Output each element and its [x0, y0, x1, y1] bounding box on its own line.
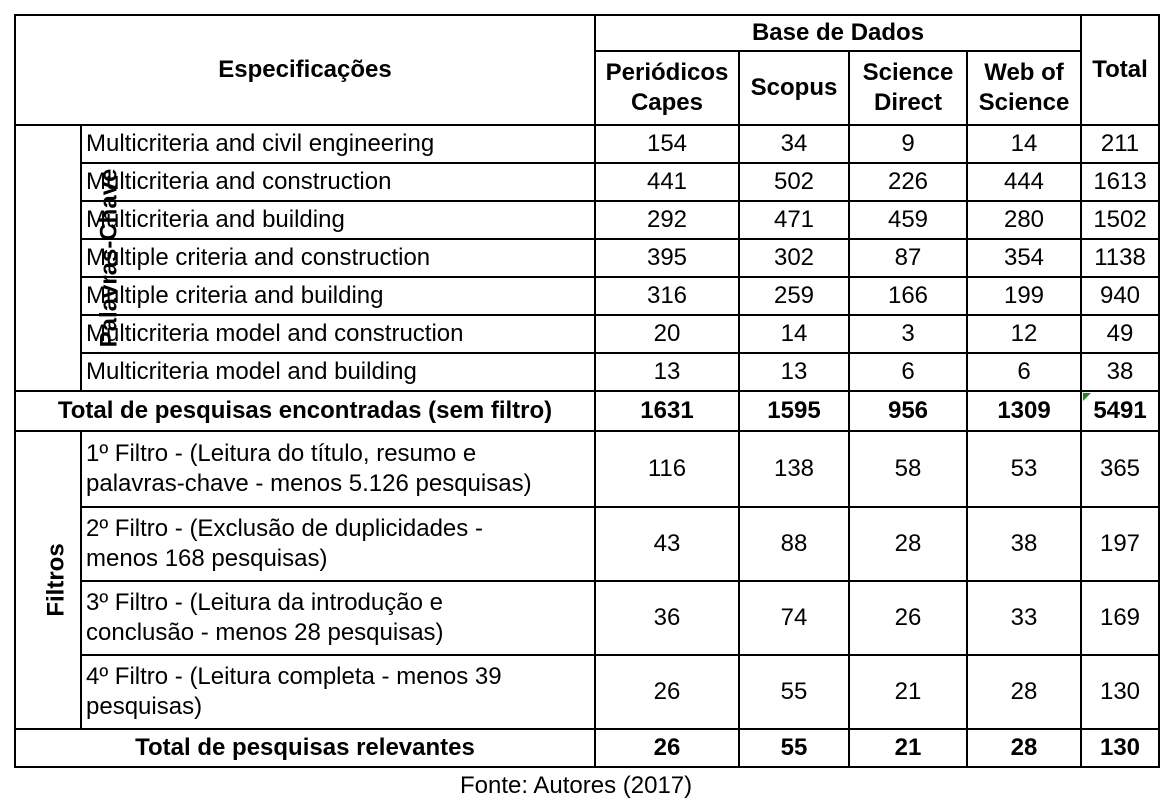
- row-label: [81, 655, 595, 729]
- row-label: [81, 431, 595, 507]
- header-row-1: [15, 15, 1159, 51]
- cell-value: 316: [595, 277, 739, 315]
- cell-total: 130: [1081, 655, 1159, 729]
- cell-value: 53: [967, 431, 1081, 507]
- cell-value: 21: [849, 729, 967, 767]
- cell-value: 1309: [967, 391, 1081, 431]
- table-row: [15, 507, 1159, 581]
- cell-value: 459: [849, 201, 967, 239]
- base-header: Base de Dados: [595, 15, 1081, 51]
- total-relevant-label: Total de pesquisas relevantes: [15, 729, 595, 767]
- cell-value: 280: [967, 201, 1081, 239]
- cell-value: 138: [739, 431, 849, 507]
- table-row: [15, 655, 1159, 729]
- cell-value: 26: [849, 581, 967, 655]
- col-header-web-of-science: [967, 51, 1081, 125]
- cell-value: 34: [739, 125, 849, 163]
- total-relevant-row: [15, 729, 1159, 767]
- cell-value: 1631: [595, 391, 739, 431]
- cell-total: 130: [1081, 729, 1159, 767]
- cell-total: 1502: [1081, 201, 1159, 239]
- filters-group-text: Filtros: [42, 543, 70, 617]
- cell-value: 55: [739, 729, 849, 767]
- row-label-line: conclusão - menos 28 pesquisas): [86, 619, 444, 646]
- col-header-line: Web of: [984, 59, 1064, 86]
- filters-group-label: [15, 431, 81, 729]
- cell-total: 49: [1081, 315, 1159, 353]
- table-row: [15, 315, 1159, 353]
- cell-total: 38: [1081, 353, 1159, 391]
- row-label-line: pesquisas): [86, 693, 203, 720]
- table-row: [15, 125, 1159, 163]
- cell-value: 13: [595, 353, 739, 391]
- cell-value: 199: [967, 277, 1081, 315]
- row-label: Multicriteria model and construction: [81, 315, 595, 353]
- cell-total: 5491: [1081, 391, 1159, 431]
- cell-value: 26: [595, 655, 739, 729]
- row-label: Multicriteria model and building: [81, 353, 595, 391]
- row-label: Multiple criteria and building: [81, 277, 595, 315]
- row-label-line: 4º Filtro - (Leitura completa - menos 39: [86, 663, 502, 690]
- col-header-scopus: [739, 51, 849, 125]
- row-label: Multicriteria and building: [81, 201, 595, 239]
- cell-value: 28: [849, 507, 967, 581]
- cell-value: 956: [849, 391, 967, 431]
- col-header-line: Science: [978, 89, 1070, 116]
- cell-value: 33: [967, 581, 1081, 655]
- cell-total: 211: [1081, 125, 1159, 163]
- cell-value: 3: [849, 315, 967, 353]
- cell-value: 14: [739, 315, 849, 353]
- cell-value: 302: [739, 239, 849, 277]
- cell-total: 197: [1081, 507, 1159, 581]
- row-label: [81, 581, 595, 655]
- cell-value: 12: [967, 315, 1081, 353]
- col-header-line: Periódicos: [605, 59, 729, 86]
- cell-value: 9: [849, 125, 967, 163]
- cell-total: 169: [1081, 581, 1159, 655]
- col-header-line: Scopus: [750, 74, 838, 101]
- col-header-line: Capes: [630, 89, 704, 116]
- cell-value: 354: [967, 239, 1081, 277]
- row-label-line: 1º Filtro - (Leitura do título, resumo e: [86, 440, 477, 467]
- cell-total: 940: [1081, 277, 1159, 315]
- cell-value: 26: [595, 729, 739, 767]
- row-label-line: menos 168 pesquisas): [86, 545, 328, 572]
- cell-value: 395: [595, 239, 739, 277]
- total-header: Total: [1081, 15, 1159, 125]
- cell-value: 6: [967, 353, 1081, 391]
- cell-value: 502: [739, 163, 849, 201]
- cell-value: 259: [739, 277, 849, 315]
- spec-header: Especificações: [15, 15, 595, 125]
- table-row: [15, 239, 1159, 277]
- cell-total: 1138: [1081, 239, 1159, 277]
- table-row: [15, 277, 1159, 315]
- cell-value: 55: [739, 655, 849, 729]
- total-found-row: [15, 391, 1159, 431]
- cell-value: 28: [967, 655, 1081, 729]
- cell-value: 116: [595, 431, 739, 507]
- row-label: [81, 507, 595, 581]
- cell-total: 365: [1081, 431, 1159, 507]
- cell-value: 13: [739, 353, 849, 391]
- table-row: [15, 431, 1159, 507]
- table-row: [15, 201, 1159, 239]
- cell-value: 36: [595, 581, 739, 655]
- table-row: [15, 163, 1159, 201]
- col-header-science-direct: [849, 51, 967, 125]
- cell-value: 292: [595, 201, 739, 239]
- total-found-label: Total de pesquisas encontradas (sem filtro): [15, 391, 595, 431]
- cell-value: 43: [595, 507, 739, 581]
- source-caption: Fonte: Autores (2017): [460, 772, 693, 799]
- cell-value: 88: [739, 507, 849, 581]
- cell-value: 471: [739, 201, 849, 239]
- col-header-line: Direct: [873, 89, 943, 116]
- row-label-line: 2º Filtro - (Exclusão de duplicidades -: [86, 515, 483, 542]
- table-row: [15, 581, 1159, 655]
- cell-value: 1595: [739, 391, 849, 431]
- keywords-group-text: Palavras-Chave: [95, 168, 123, 348]
- cell-total: 1613: [1081, 163, 1159, 201]
- row-label-line: 3º Filtro - (Leitura da introdução e: [86, 589, 443, 616]
- cell-value: 166: [849, 277, 967, 315]
- cell-value: 441: [595, 163, 739, 201]
- col-header-line: Science: [862, 59, 954, 86]
- cell-value: 28: [967, 729, 1081, 767]
- row-label: Multiple criteria and construction: [81, 239, 595, 277]
- row-label: Multicriteria and construction: [81, 163, 595, 201]
- col-header-capes: [595, 51, 739, 125]
- cell-value: 87: [849, 239, 967, 277]
- row-label: Multicriteria and civil engineering: [81, 125, 595, 163]
- cell-value: 74: [739, 581, 849, 655]
- table-row: [15, 353, 1159, 391]
- cell-value: 58: [849, 431, 967, 507]
- keywords-group-label: [15, 125, 123, 391]
- cell-value: 444: [967, 163, 1081, 201]
- results-table: [14, 14, 1160, 768]
- cell-value: 21: [849, 655, 967, 729]
- cell-value: 20: [595, 315, 739, 353]
- row-label-line: palavras-chave - menos 5.126 pesquisas): [86, 470, 532, 497]
- cell-value: 226: [849, 163, 967, 201]
- cell-value: 6: [849, 353, 967, 391]
- cell-value: 14: [967, 125, 1081, 163]
- cell-value: 38: [967, 507, 1081, 581]
- cell-value: 154: [595, 125, 739, 163]
